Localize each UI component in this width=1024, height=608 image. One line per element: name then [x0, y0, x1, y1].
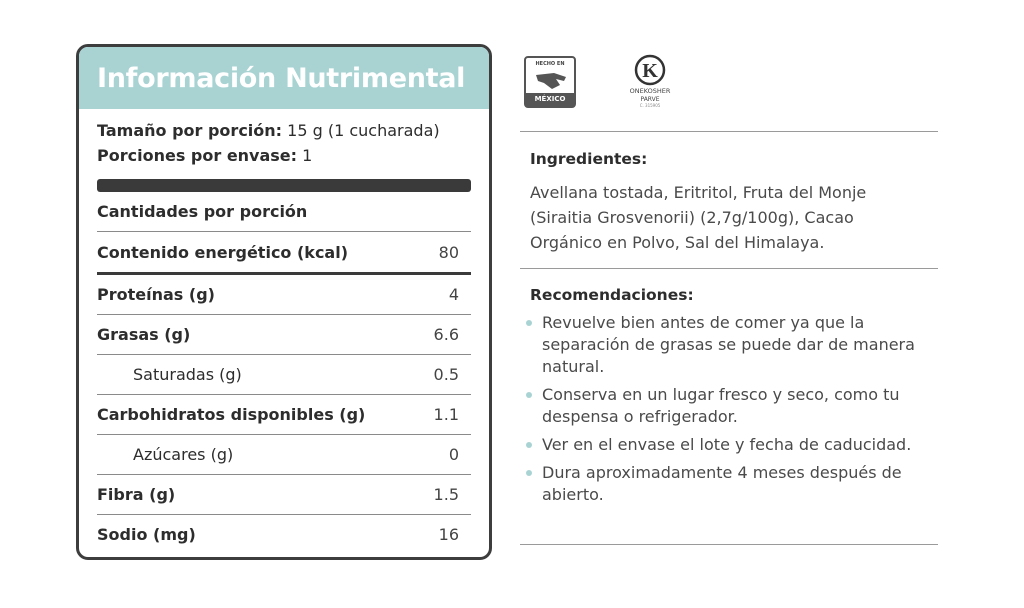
recommendations-title: Recomendaciones: — [530, 286, 694, 304]
bullet-icon — [526, 442, 532, 448]
svg-text:K: K — [642, 60, 658, 82]
nutrient-label: Proteínas (g) — [97, 285, 215, 304]
mexico-logo-bottom-text: MÉXICO — [526, 93, 574, 106]
hecho-en-mexico-logo — [524, 56, 576, 108]
nutrient-value: 4 — [448, 285, 459, 304]
nutrient-row-carbs — [97, 395, 471, 435]
recommendation-text: Conserva en un lugar fresco y seco, como tu despensa o refrigerador. — [542, 385, 900, 426]
servings-value: 1 — [297, 146, 313, 165]
nutrition-panel — [76, 44, 492, 560]
recommendation-text: Ver en el envase el lote y fecha de caducidad. — [542, 435, 912, 454]
kosher-k-icon — [618, 54, 682, 88]
nutrient-label: Grasas (g) — [97, 325, 191, 344]
bullet-icon — [526, 470, 532, 476]
nutrient-row-fiber — [97, 475, 471, 515]
nutrient-label: Sodio (mg) — [97, 525, 196, 544]
servings-line — [97, 143, 471, 168]
nutrient-row-energy — [97, 232, 471, 275]
recommendation-item — [522, 462, 932, 506]
nutrient-value: 1.1 — [433, 405, 459, 424]
nutrient-row-sugars — [97, 435, 471, 475]
kosher-name: ONEKOSHER — [629, 87, 671, 95]
nutrient-value: 80 — [438, 242, 459, 262]
mexico-eagle-icon — [534, 69, 568, 93]
nutrient-row-fat — [97, 315, 471, 355]
divider-top — [520, 131, 938, 132]
ingredients-title: Ingredientes: — [530, 150, 648, 168]
nutrient-row-saturated — [97, 355, 471, 395]
divider-middle — [520, 268, 938, 269]
recommendation-text: Revuelve bien antes de comer ya que la separación de grasas se puede dar de manera natural. — [542, 313, 915, 376]
recommendations-list — [522, 312, 932, 512]
nutrient-label: Azúcares (g) — [133, 445, 234, 464]
nutrient-value: 0.5 — [433, 365, 459, 384]
nutrition-header — [79, 47, 489, 109]
nutrient-value: 1.5 — [433, 485, 459, 504]
nutrient-label: Fibra (g) — [97, 485, 176, 504]
ingredients-text: Avellana tostada, Eritritol, Fruta del Monje (Siraitia Grosvenorii) (2,7g/100g), Cacao Orgánico en Polvo, Sal del Himalaya. — [530, 183, 867, 252]
amounts-header: Cantidades por porción — [97, 192, 471, 232]
mexico-logo-top-text: HECHO EN — [535, 61, 565, 67]
nutrient-value: 6.6 — [433, 325, 459, 344]
serving-size-label: Tamaño por porción: — [97, 121, 283, 140]
servings-label: Porciones por envase: — [97, 146, 298, 165]
nutrition-body — [79, 118, 489, 554]
nutrient-value: 0 — [448, 445, 459, 464]
serving-size-line — [97, 118, 471, 143]
nutrient-label: Saturadas (g) — [133, 365, 242, 384]
recommendation-item — [522, 384, 932, 428]
thick-divider — [97, 179, 471, 192]
kosher-logo — [618, 54, 682, 114]
serving-size-value: 15 g (1 cucharada) — [282, 121, 440, 140]
nutrient-value: 16 — [438, 525, 459, 544]
recommendation-item — [522, 434, 932, 456]
divider-bottom — [520, 544, 938, 545]
nutrient-row-protein — [97, 275, 471, 315]
certification-badges — [524, 54, 724, 118]
nutrient-row-sodium — [97, 515, 471, 554]
bullet-icon — [526, 392, 532, 398]
nutrition-title: Información Nutrimental — [97, 62, 466, 94]
recommendation-item — [522, 312, 932, 378]
kosher-type: PARVE — [640, 96, 660, 103]
nutrient-label: Contenido energético (kcal) — [97, 242, 349, 262]
kosher-code: C. 315905 — [639, 103, 661, 108]
nutrient-label: Carbohidratos disponibles (g) — [97, 405, 366, 424]
serving-info — [97, 118, 471, 168]
recommendation-text: Dura aproximadamente 4 meses después de abierto. — [542, 463, 902, 504]
bullet-icon — [526, 320, 532, 326]
